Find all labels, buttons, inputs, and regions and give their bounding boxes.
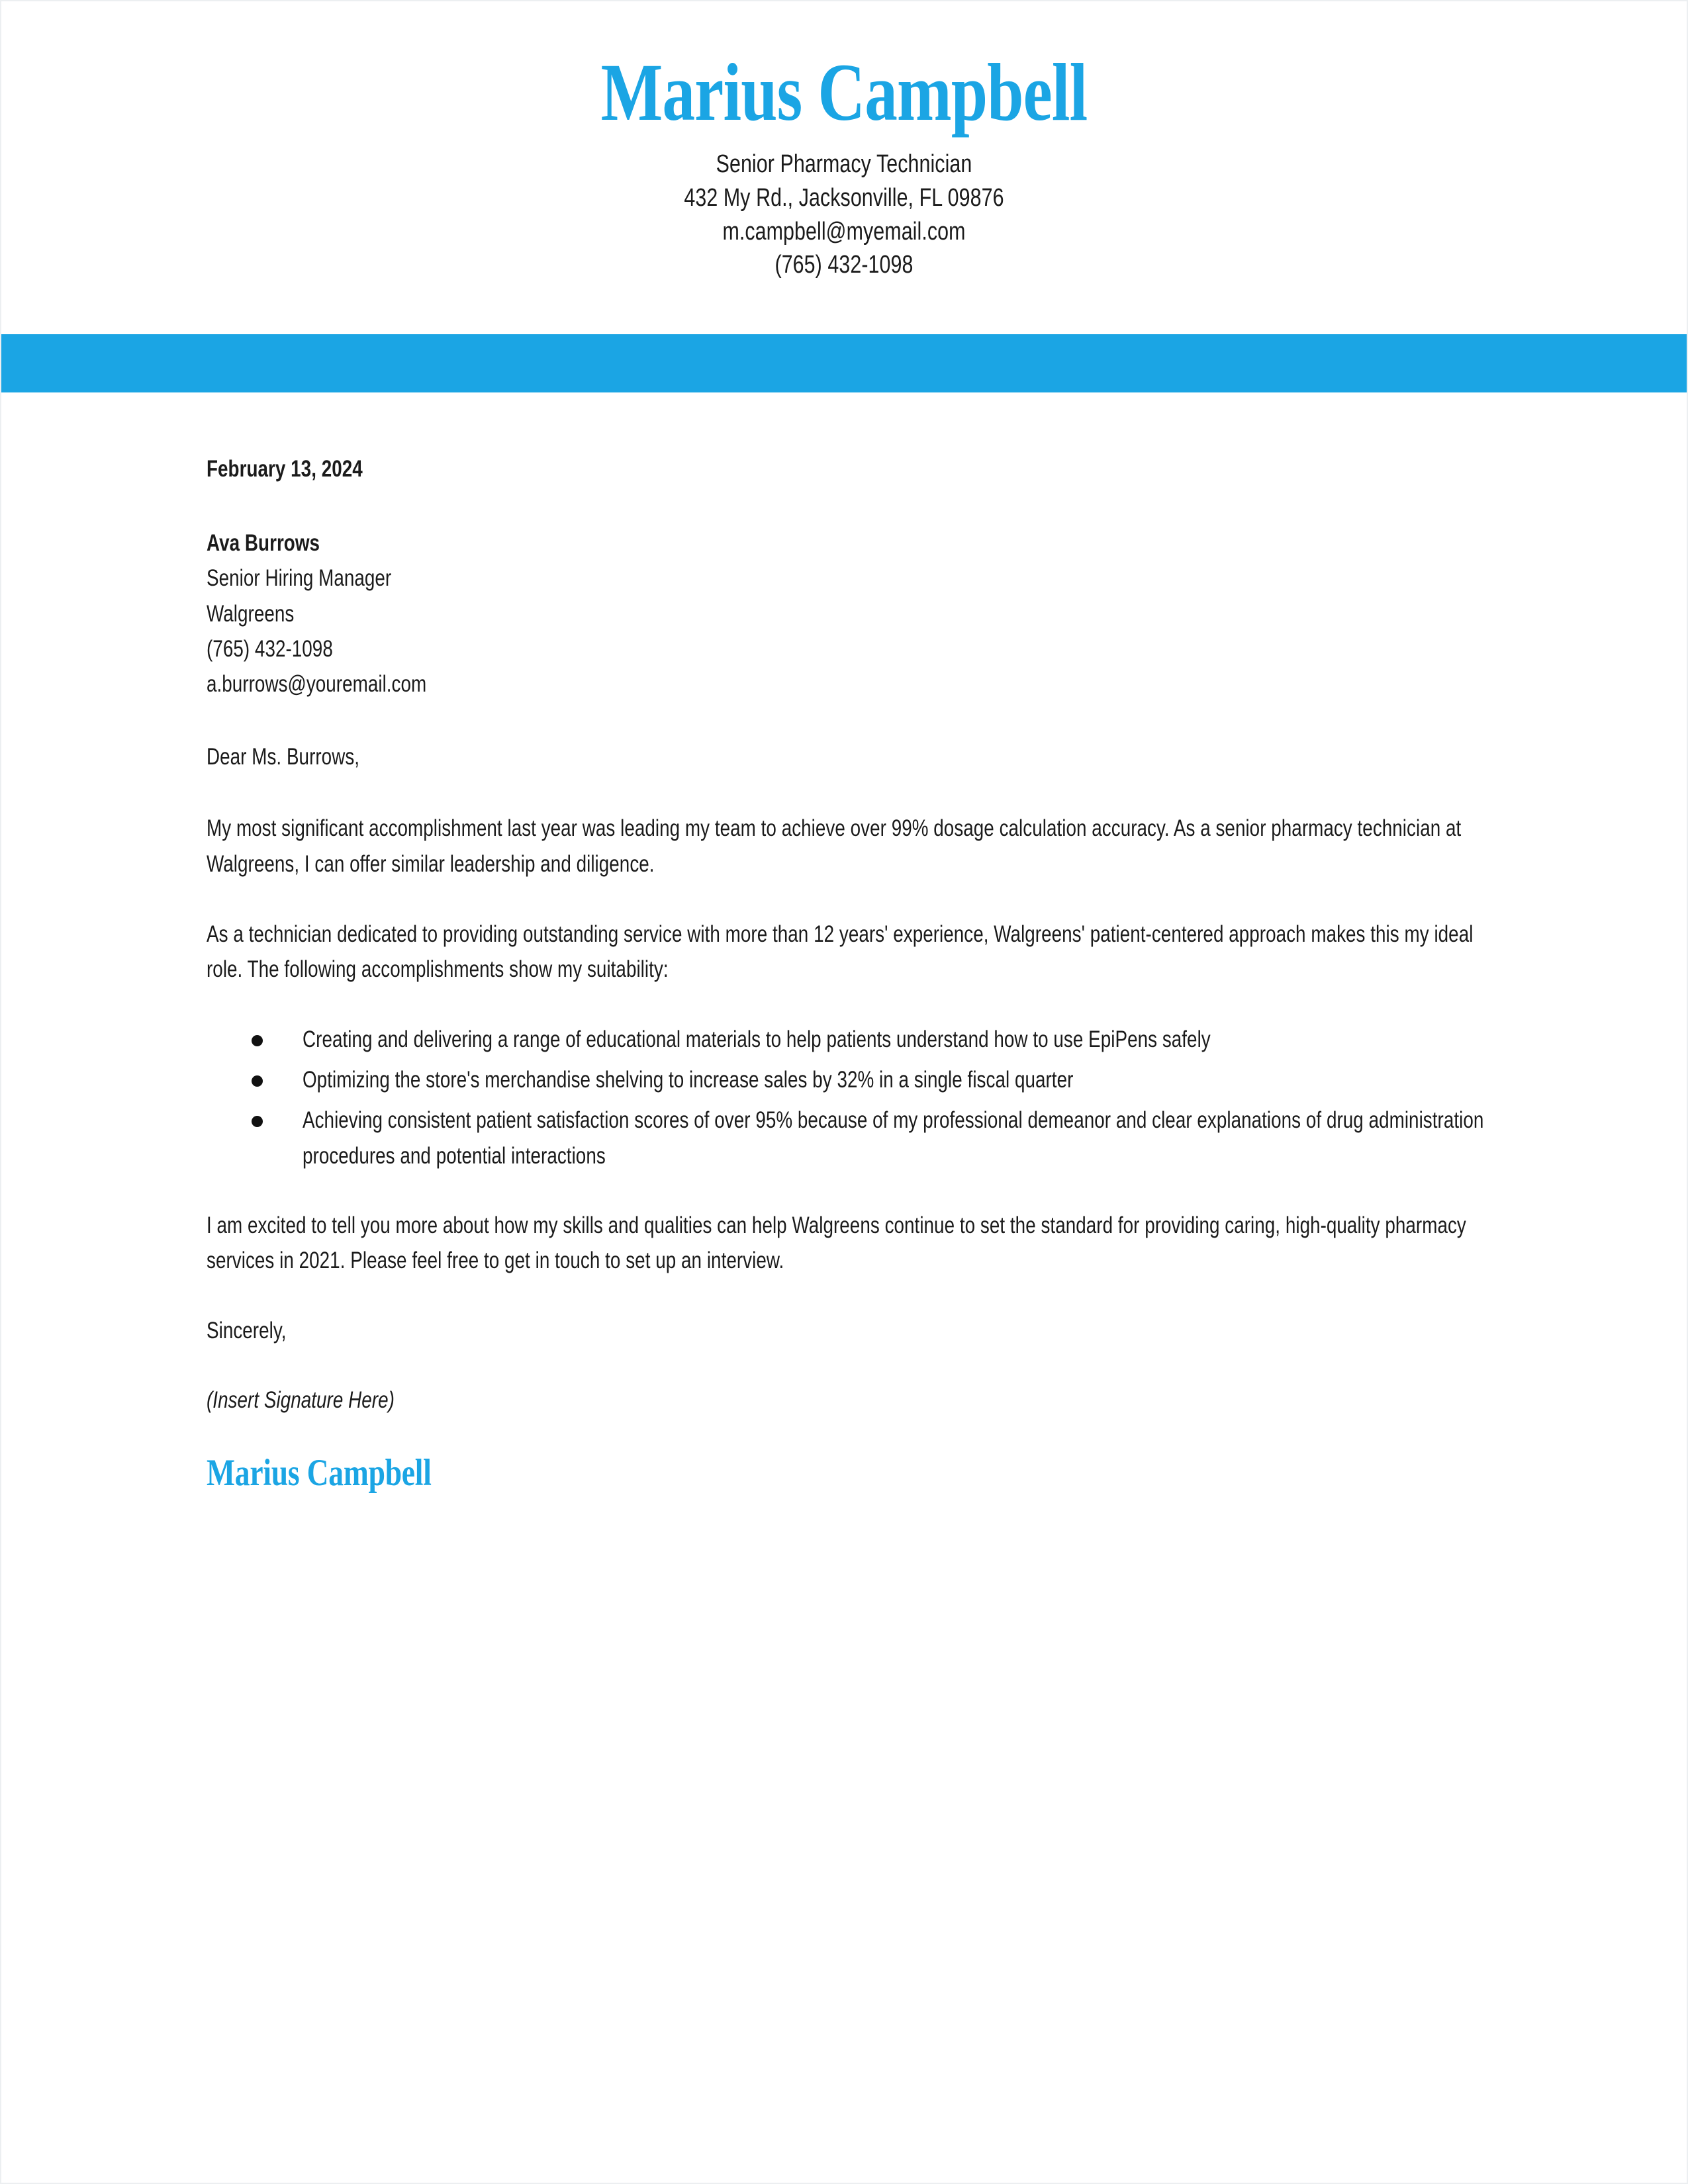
contact-address: 432 My Rd., Jacksonville, FL 09876 [684, 183, 1004, 212]
contact-phone: (765) 432-1098 [774, 251, 914, 279]
list-item [207, 1022, 1487, 1057]
body-paragraph-1: My most significant accomplishment last year was leading my team to achieve over 99% dosage calculation accuracy. As a senior pharmacy technician at Walgreens, I can offer similar leadership and diligence. [207, 815, 1462, 877]
accent-bar-divider [1, 334, 1688, 392]
recipient-email: a.burrows@youremail.com [207, 670, 427, 697]
body-paragraph-3: I am excited to tell you more about how my skills and qualities can help Walgreens continue to set the standard for providing caring, high-quality pharmacy services in 2021. Please feel free to get in touch to set up an interview. [207, 1212, 1466, 1273]
accomplishments-list [207, 1022, 1487, 1173]
contact-block [1, 148, 1687, 281]
contact-email: m.campbell@myemail.com [722, 217, 966, 246]
recipient-phone: (765) 432-1098 [207, 635, 333, 662]
recipient-title: Senior Hiring Manager [207, 565, 392, 592]
salutation: Dear Ms. Burrows, [207, 744, 360, 770]
recipient-company: Walgreens [207, 600, 295, 627]
list-item-label: Creating and delivering a range of educational materials to help patients understand how to use EpiPens safely [303, 1026, 1211, 1053]
contact-job-title: Senior Pharmacy Technician [716, 150, 972, 179]
bullet-dot-icon [252, 1035, 263, 1046]
letter-date: February 13, 2024 [207, 456, 363, 482]
bullet-dot-icon [252, 1116, 263, 1127]
closing-salutation: Sincerely, [207, 1318, 287, 1344]
bullet-dot-icon [252, 1075, 263, 1087]
page-title: Marius Campbell [600, 47, 1088, 138]
recipient-name: Ava Burrows [207, 530, 320, 557]
letter-body [207, 451, 1487, 1494]
body-paragraph-2: As a technician dedicated to providing outstanding service with more than 12 years' experience, Walgreens' patient-centered approach makes this my ideal role. The following accomplishments show my suitability: [207, 921, 1474, 982]
recipient-block [207, 525, 1487, 702]
list-item-label: Achieving consistent patient satisfaction scores of over 95% because of my professional demeanor and clear explanations of drug administration procedures and potential interactions [303, 1107, 1484, 1169]
signature-placeholder: (Insert Signature Here) [207, 1387, 395, 1414]
list-item-label: Optimizing the store's merchandise shelving to increase sales by 32% in a single fiscal quarter [303, 1067, 1074, 1093]
list-item [207, 1103, 1487, 1173]
signature-name: Marius Campbell [207, 1451, 432, 1494]
letterhead [1, 1, 1687, 282]
list-item [207, 1062, 1487, 1097]
